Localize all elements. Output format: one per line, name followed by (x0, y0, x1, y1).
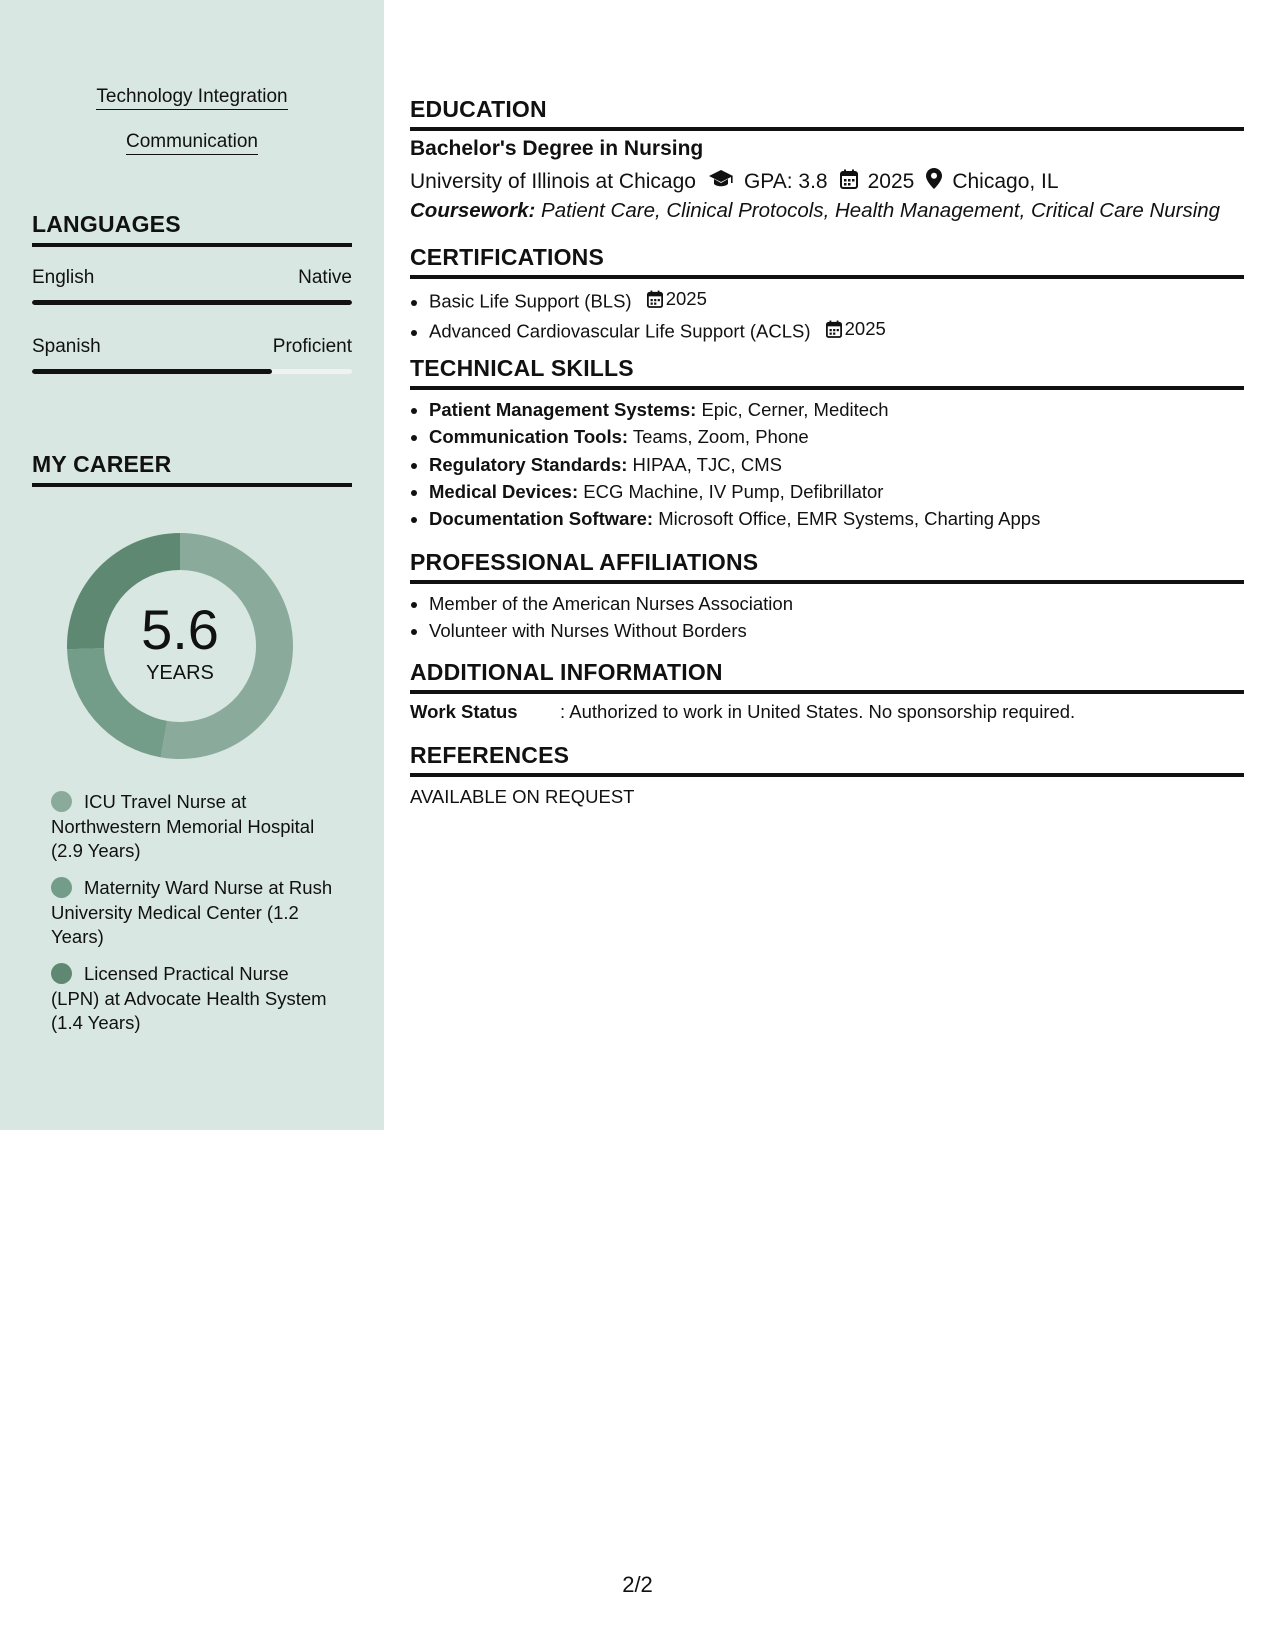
languages-heading: LANGUAGES (32, 211, 352, 247)
technical-skills-heading: TECHNICAL SKILLS (410, 355, 1244, 390)
legend-dot (51, 963, 72, 984)
work-status-label: Work Status (410, 701, 518, 722)
skill-tag-communication: Communication (0, 131, 384, 153)
legend-dot (51, 791, 72, 812)
list-item: • Regulatory Standards: HIPAA, TJC, CMS (429, 451, 1244, 478)
list-item: • Documentation Software: Microsoft Office, EMR Systems, Charting Apps (429, 505, 1244, 532)
technical-skills-list (410, 396, 1244, 532)
language-name: Spanish (32, 336, 101, 357)
career-total-years: 5.6 (141, 597, 219, 661)
references-text: AVAILABLE ON REQUEST (410, 786, 635, 807)
school-name: University of Illinois at Chicago (410, 169, 696, 193)
language-bar-fill (32, 300, 352, 305)
graduation-cap-icon (708, 169, 734, 195)
list-item: • Advanced Cardiovascular Life Support (ACLS) 2025 (429, 315, 1244, 345)
work-status-row (410, 701, 1075, 723)
calendar-icon (826, 320, 842, 338)
language-name: English (32, 267, 95, 288)
coursework (410, 199, 1220, 223)
references-heading: REFERENCES (410, 742, 1244, 777)
additional-info-heading: ADDITIONAL INFORMATION (410, 659, 1244, 694)
list-item: • Basic Life Support (BLS) 2025 (429, 285, 1244, 315)
coursework-label: Coursework: (410, 199, 536, 222)
language-bar-english (32, 300, 352, 305)
career-legend-item: Maternity Ward Nurse at Rush University Medical Center (1.2 Years) (51, 877, 333, 947)
sidebar (0, 0, 384, 1130)
affiliations-heading: PROFESSIONAL AFFILIATIONS (410, 549, 1244, 584)
gpa: GPA: 3.8 (743, 169, 828, 193)
calendar-icon (647, 290, 663, 308)
list-item: • Volunteer with Nurses Without Borders (429, 617, 1244, 644)
certifications-heading: CERTIFICATIONS (410, 244, 1244, 279)
graduation-year: 2025 (867, 169, 915, 193)
language-row-english (32, 267, 352, 289)
language-level: Native (298, 267, 352, 288)
certifications-list (410, 285, 1244, 345)
list-item: • Patient Management Systems: Epic, Cerner, Meditech (429, 396, 1244, 423)
career-legend-item: Licensed Practical Nurse (LPN) at Advocate Health System (1.4 Years) (51, 963, 327, 1033)
career-total-unit: YEARS (146, 661, 214, 684)
career-heading: MY CAREER (32, 451, 352, 487)
education-meta (410, 168, 1059, 195)
career-donut-chart (66, 532, 294, 760)
page-number: 2/2 (622, 1572, 653, 1597)
language-row-spanish (32, 336, 352, 358)
list-item: • Medical Devices: ECG Machine, IV Pump, Defibrillator (429, 478, 1244, 505)
list-item: • Member of the American Nurses Association (429, 590, 1244, 617)
language-level: Proficient (272, 336, 352, 357)
work-status-value: : Authorized to work in United States. No sponsorship required. (560, 701, 1076, 722)
affiliations-list (410, 590, 1244, 645)
list-item: • Communication Tools: Teams, Zoom, Phone (429, 423, 1244, 450)
skill-tag-technology-integration: Technology Integration (0, 86, 384, 108)
coursework-list: Patient Care, Clinical Protocols, Health Management, Critical Care Nursing (541, 199, 1221, 222)
language-bar-fill (32, 369, 272, 374)
location: Chicago, IL (952, 169, 1059, 193)
donut-center (66, 532, 294, 760)
career-legend-item: ICU Travel Nurse at Northwestern Memorial Hospital (2.9 Years) (51, 791, 315, 861)
calendar-icon (840, 169, 858, 195)
degree-title: Bachelor's Degree in Nursing (410, 137, 704, 160)
language-bar-spanish (32, 369, 352, 374)
legend-dot (51, 877, 72, 898)
location-pin-icon (926, 168, 942, 195)
education-heading: EDUCATION (410, 96, 1244, 131)
